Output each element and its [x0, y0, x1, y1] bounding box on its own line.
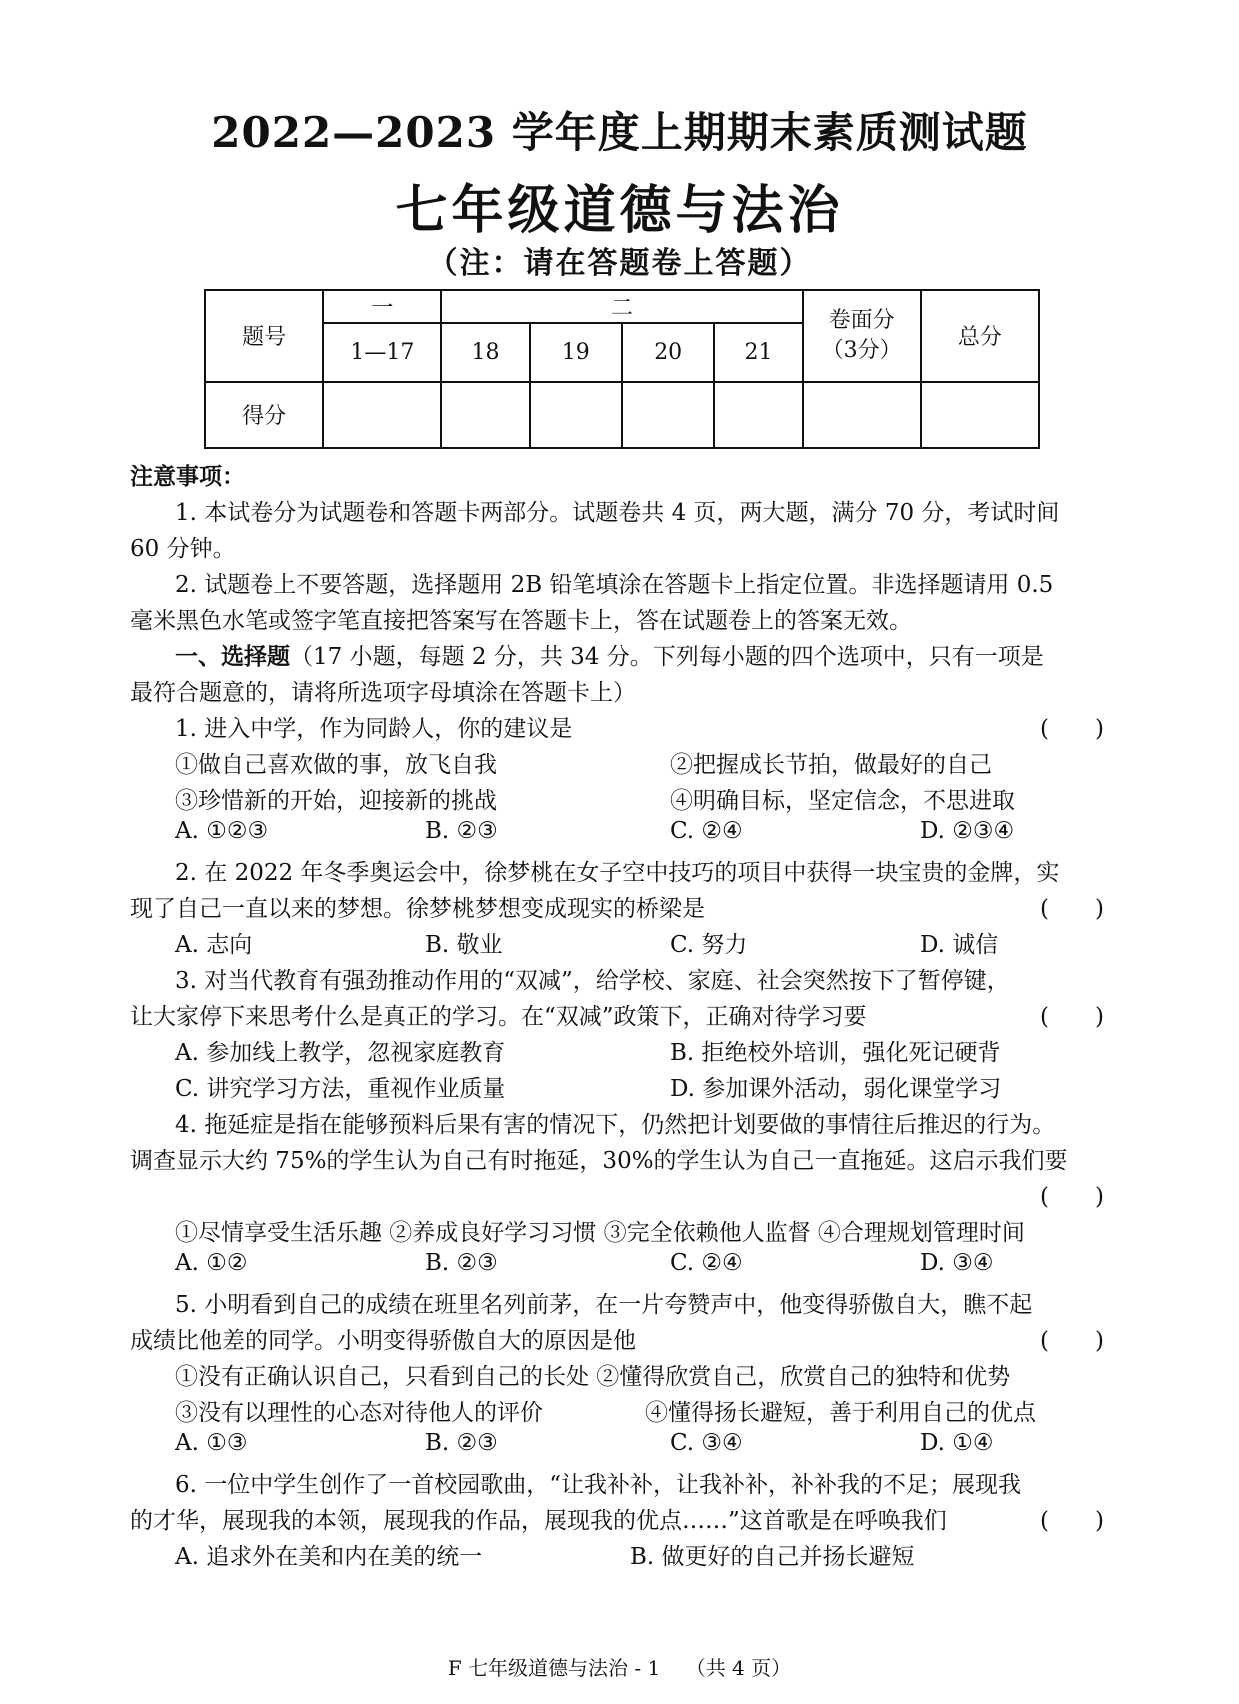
subject-title: 七年级道德与法治 [395, 180, 844, 241]
q1-option-a: A. ①②③ [175, 818, 269, 844]
cell-tihao: 题号 [205, 290, 323, 382]
q4-option-d: D. ③④ [920, 1250, 994, 1276]
q5-stem-line2: 成绩比他差的同学。小明变得骄傲自大的原因是他 [130, 1328, 636, 1354]
q4-statements: ①尽情享受生活乐趣 ②养成良好学习习惯 ③完全依赖他人监督 ④合理规划管理时间 [175, 1220, 1025, 1246]
q5-option-d: D. ①④ [920, 1430, 994, 1456]
q2-option-d: D. 诚信 [920, 932, 999, 958]
score-table [204, 289, 1040, 449]
q3-answer-paren: ( ) [1040, 1004, 1104, 1030]
score-blank-1 [323, 382, 441, 448]
q4-stem-line2: 调查显示大约 75%的学生认为自己有时拖延，30%的学生认为自己一直拖延。这启示我们要 [130, 1148, 1068, 1174]
cell-defen: 得分 [205, 382, 323, 448]
q1-option-b: B. ②③ [425, 818, 498, 844]
q6-stem-line2: 的才华，展现我的本领，展现我的作品，展现我的优点……”这首歌是在呼唤我们 [130, 1508, 947, 1534]
section1-heading: 一、选择题 [175, 643, 290, 670]
cell-q21: 21 [714, 323, 802, 381]
q2-stem-line2: 现了自己一直以来的梦想。徐梦桃梦想变成现实的桥梁是 [130, 896, 705, 922]
footer-page-count: （共 4 页） [685, 1656, 792, 1680]
q3-option-b: B. 拒绝校外培训，强化死记硬背 [670, 1040, 1001, 1066]
cell-juanmian [803, 290, 921, 382]
q5-stem-line1: 5. 小明看到自己的成绩在班里名列前茅，在一片夸赞声中，他变得骄傲自大，瞧不起 [175, 1292, 1033, 1318]
q5-statements-1-2: ①没有正确认识自己，只看到自己的长处 ②懂得欣赏自己，欣赏自己的独特和优势 [175, 1364, 1011, 1390]
cell-section-two: 二 [441, 290, 802, 323]
cell-q18: 18 [441, 323, 529, 381]
q3-stem-line1: 3. 对当代教育有强劲推动作用的“双减”，给学校、家庭、社会突然按下了暂停键， [175, 968, 1010, 994]
section1-line1 [175, 638, 1044, 671]
q1-statement-3: ③珍惜新的开始，迎接新的挑战 [175, 788, 497, 814]
q5-statement-3: ③没有以理性的心态对待他人的评价 [175, 1400, 543, 1426]
q4-option-b: B. ②③ [425, 1250, 498, 1276]
q6-option-b: B. 做更好的自己并扬长避短 [630, 1544, 915, 1570]
notice-item1-line2: 60 分钟。 [130, 536, 236, 562]
q3-option-c: C. 讲究学习方法，重视作业质量 [175, 1076, 506, 1102]
notice-item2-line1: 2. 试题卷上不要答题，选择题用 2B 铅笔填涂在答题卡上指定位置。非选择题请用 0.5 [175, 572, 1054, 598]
q1-statement-4: ④明确目标，坚定信念，不思进取 [670, 788, 1015, 814]
q1-statement-1: ①做自己喜欢做的事，放飞自我 [175, 752, 497, 778]
q3-stem-line2: 让大家停下来思考什么是真正的学习。在“双减”政策下，正确对待学习要 [130, 1004, 867, 1030]
score-blank-7 [921, 382, 1039, 448]
score-blank-5 [714, 382, 802, 448]
q6-answer-paren: ( ) [1040, 1508, 1104, 1534]
q2-option-b: B. 敬业 [425, 932, 503, 958]
q5-option-c: C. ③④ [670, 1430, 743, 1456]
q5-option-b: B. ②③ [425, 1430, 498, 1456]
cell-q-1-17: 1—17 [323, 323, 441, 381]
exam-title: 2022—2023 学年度上期期末素质测试题 [211, 108, 1028, 157]
notice-item2-line2: 毫米黑色水笔或签字笔直接把答案写在答题卡上，答在试题卷上的答案无效。 [130, 608, 912, 634]
q1-option-c: C. ②④ [670, 818, 743, 844]
score-blank-4 [622, 382, 714, 448]
score-blank-2 [441, 382, 529, 448]
q1-answer-paren: ( ) [1040, 716, 1104, 742]
q2-option-c: C. 努力 [670, 932, 748, 958]
notice-heading: 注意事项： [130, 463, 245, 490]
q5-answer-paren: ( ) [1040, 1328, 1104, 1354]
q2-answer-paren: ( ) [1040, 896, 1104, 922]
q5-option-a: A. ①③ [175, 1430, 248, 1456]
q4-answer-paren: ( ) [1040, 1184, 1104, 1210]
q6-stem-line1: 6. 一位中学生创作了一首校园歌曲，“让我补补，让我补补，补补我的不足；展现我 [175, 1472, 1022, 1498]
q1-statement-2: ②把握成长节拍，做最好的自己 [670, 752, 992, 778]
section1-desc: （17 小题，每题 2 分，共 34 分。下列每小题的四个选项中，只有一项是 [290, 644, 1044, 670]
q4-option-c: C. ②④ [670, 1250, 743, 1276]
cell-section-one: 一 [323, 290, 441, 323]
page-footer [0, 1652, 1239, 1681]
q6-option-a: A. 追求外在美和内在美的统一 [175, 1544, 483, 1570]
q5-statement-4: ④懂得扬长避短，善于利用自己的优点 [645, 1400, 1036, 1426]
footer-label: F 七年级道德与法治 - 1 [447, 1656, 661, 1680]
juanmian-label: 卷面分 [828, 307, 895, 333]
score-blank-3 [530, 382, 622, 448]
q3-option-d: D. 参加课外活动，弱化课堂学习 [670, 1076, 1002, 1102]
score-blank-6 [803, 382, 921, 448]
notice-item1-line1: 1. 本试卷分为试题卷和答题卡两部分。试题卷共 4 页，两大题，满分 70 分，考试时间 [175, 500, 1060, 526]
q1-stem: 1. 进入中学，作为同龄人，你的建议是 [175, 716, 573, 742]
q3-option-a: A. 参加线上教学，忽视家庭教育 [175, 1040, 506, 1066]
q4-stem-line1: 4. 拖延症是指在能够预料后果有害的情况下，仍然把计划要做的事情往后推迟的行为。 [175, 1112, 1056, 1138]
cell-q19: 19 [530, 323, 622, 381]
answer-note: （注：请在答题卷上答题） [427, 246, 812, 281]
cell-total: 总分 [921, 290, 1039, 382]
q2-option-a: A. 志向 [175, 932, 253, 958]
cell-q20: 20 [622, 323, 714, 381]
q4-option-a: A. ①② [175, 1250, 248, 1276]
q2-stem-line1: 2. 在 2022 年冬季奥运会中，徐梦桃在女子空中技巧的项目中获得一块宝贵的金牌，实 [175, 860, 1060, 886]
juanmian-points: （3分） [821, 337, 902, 363]
section1-desc-line2: 最符合题意的，请将所选项字母填涂在答题卡上） [130, 680, 636, 706]
q1-option-d: D. ②③④ [920, 818, 1015, 844]
